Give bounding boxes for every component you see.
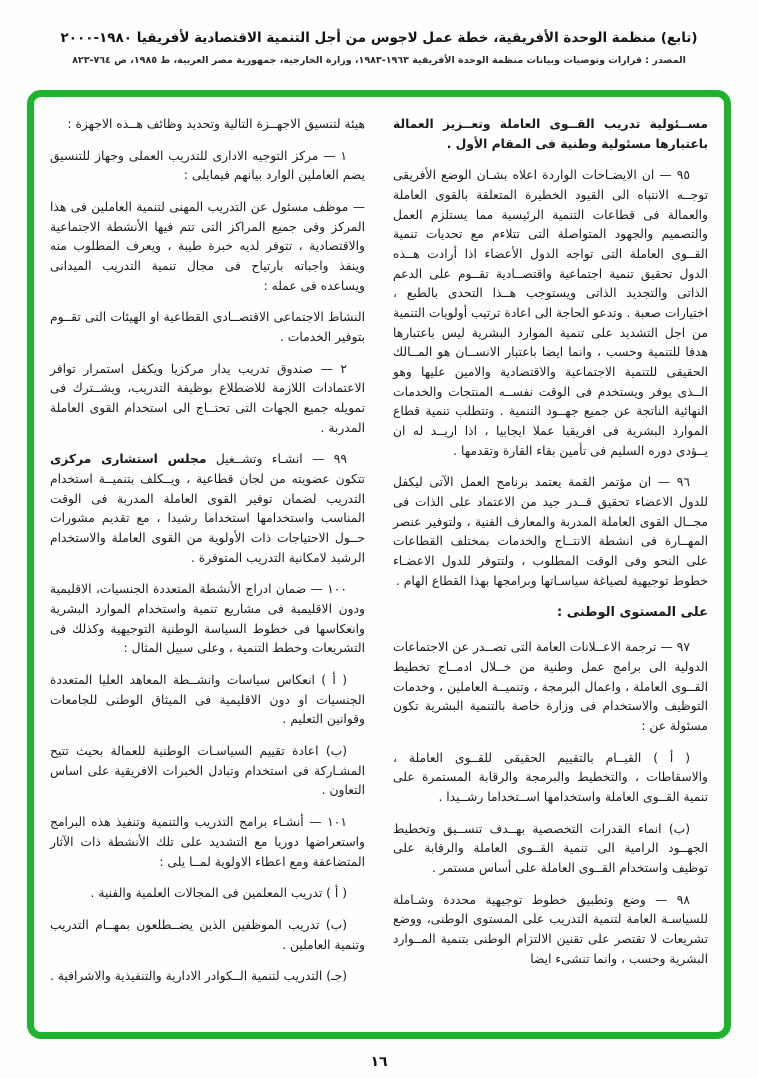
page-number: ١٦ [370,1054,388,1070]
content-frame [27,90,731,1039]
paragraph-continuation-lead: مســئولية تدريب القــوى العاملة وتعــزيز العمالة باعتبارها مسئولية وطنية فى المقام الأول . [393,117,708,151]
section-heading-national-level: على المستوى الوطنى : [557,605,708,621]
page-footer [0,1051,758,1070]
paragraph-97-item-b: (ب) انماء القدرات التخصصية بهــدف تنســيق وتخطيط الجهــود الرامية الى تنمية القــوى العاملة والرقابة على توظيف واستخدام القــوى العاملة على أساس مستمر . [393,821,708,875]
paragraph-100-item-a: ( أ ) انعكاس سياسات وانشــطة المعاهد العليا المتعددة الجنسيات او دون الاقليمية فى الميثاق الوطنى للجامعات وقوانين التعليم . [50,673,365,727]
paragraph-100-item-b: (ب) اعادة تقييم السياسـات الوطنية للعمالة بحيث تتيح المشـاركة فى استخدام وتبادل الخبرات الافريقية على اساس التعاون . [50,744,365,798]
paragraph-dash-item: — موظف مسئول عن التدريب المهنى لتنمية العاملين فى هذا المركز وفى جميع المراكز التى تتم فيها الأنشطة الاجتماعية والاقتصادية ، تتوفر لديه خبرة طيبة ، ويعرف المطلوب منه وينفذ واجباته بارتياح فى مجال تنمية التدريب الميدانى ويساعده فى عمله : [50,200,365,293]
paragraph-99-prefix: ٩٩ — انشـاء وتشــغيل [206,452,347,467]
paragraph-101-item-a: ( أ ) تدريب المعلمين فى المجالات العلمية والفنية . [90,886,347,901]
paragraph-98-continuation: هيئة لتنسيق الاجهــزة التالية وتحديد وظائف هــذه الاجهزة : [67,117,365,131]
paragraph-101-item-b: (ب) تدريب الموظفين الذين يضــطلعون بمهــام التدريب وتنمية العاملين . [50,917,365,952]
paragraph-101: ١٠١ — أنشـاء برامج التدريب والتنمية وتنفيذ هذه البرامج واستعراضها دوريا مع التشديد على تلك الأنشطة ذات الآثار المتضاعفة ومع اعطاء الاولوية لمــا يلى : [50,815,365,869]
paragraph-97-item-a: ( أ ) القيــام بالتقييم الحقيقى للقــوى العاملة ، والاسقاطات ، والتخطيط والبرمجة والرقابة المستمرة على تنمية القــوى العاملة واستخدامها اســتخداما رشــيدا . [393,750,708,804]
paragraph-99-bold-term: مجلس استشارى مركزى [50,452,207,467]
paragraph-99-rest: تتكون عضويته من لجان قطاعية ، ويــكلف بتنميــة استخدام التدريب لضمان توفير القوى العاملة المدربة فى الوقت المناسب واستخدامها استخداما رشيدا ، مع تقديم مشورات حــول الاحتياجات ذات الأولوية من القوى العاملة والاستخدام الرشيد لامكانية التدريب المتوفرة . [50,472,365,565]
paragraph-99 [50,450,365,568]
paragraph-95: ٩٥ — ان الايضـاحات الواردة اعلاه بشـان الوضع الأفريقى توجــه الانتباه الى القيود الخطيرة المتعلقة بالقوى العاملة والعمالة فى قطاعات التنمية الرئيسية مما يستلزم العمل والتصميم والجهود المتواصلة التى تتلاءم مع تحديات تنمية القــوى العاملة التى تواجه الدول الأعضاء اذا أرادت هــذه الدول تحقيق تنمية اجتماعية واقتصــادية تقــوم على الدعم الذاتى والتجديد الذاتى ويستوجب هــذا التحدى بالطبع ، اختيارات صعبة . وتدعو الحاجة الى اعادة ترتيب أولويات التنمية من اجل التشديد على تنمية الموارد البشرية ليس باعتبارها هدفا للتنمية وحسب ، وانما ايضا باعتبار الانســان هو المــالك الحقيقى للتنمية الاجتماعية والاقتصادية والامين عليها وهو الــذى يوفر ويستخدم فى الوقت نفســه المنتجات والخدمات النهائية الناتجة عن جميع جهــود التنمية . وتتطلب تنمية قطاع الموارد البشرية فى افريقيا عملا ايجابيا ، اذا اريــد له ان يــؤدى دوره السليم فى تأمين بقاء القارة وتقدمها . [393,168,708,458]
document-source-line: المصدر : قرارات وتوصيات وبيانات منظمة الوحدة الأفريقية ١٩٦٣-١٩٨٣، وزارة الخارجية، جمهورية مصر العربية، ط ١٩٨٥، ص ٧٦٤-٨٢٣ [72,54,686,66]
paragraph-item-2: ٢ — صندوق تدريب يدار مركزيا ويكفل استمرار توافر الاعتمادات اللازمة للاضطلاع بوظيفة التدريب، ويشــترك فى تمويله جميع الجهات التى تحتــاج الى استخدام القوى العاملة المدربة . [50,361,365,435]
paragraph-100: ١٠٠ — ضمان ادراج الأنشطة المتعددة الجنسيات، الاقليمية ودون الاقليمية فى مشاريع تنمية واستخدام الموارد البشرية وانعكاسها فى خطوط السياسة الوطنية التوجيهية وكذلك فى التشريعات وخطط التنمية ، وعلى سبيل المثال : [50,582,365,656]
paragraph-96: ٩٦ — ان مؤتمر القمة يعتمد برنامج العمل الآتى ليكفل للدول الاعضاء تحقيق قــدر جيد من الاعتماد على الذات فى مجــال القوى العاملة المدربة والمعارف الفنية ، ولتوفير عنصر المهــارة فى انشطة الانتــاج والخدمات بمختلف القطاعات على النحو وفى الوقت المطلوب ، ولتتوفر للدول الاعضـاء خطوط توجيهية لصياغة سياسـاتها وبرامجها بهذا القطاع الهام . [393,475,708,588]
column-first [393,115,708,1022]
paragraph-97: ٩٧ — ترجمة الاعــلانات العامة التى تصــدر عن الاجتماعات الدولية الى برامج عمل وطنية من خــلال ادمــاج تخطيط القــوى العاملة ، واعمال البرمجة ، وتنميــة العاملين ، وخدمات التوظيف والاستخدام فى وزارة خاصة بالتنمية البشرية تكون مسئولة عن : [393,640,708,733]
two-column-layout [50,115,708,1022]
paragraph-101-item-c: (جـ) التدريب لتنمية الــكوادر الادارية والتنفيذية والاشرافية . [49,969,347,984]
column-second [50,115,365,1022]
document-header [0,0,758,66]
paragraph-item-1: ١ — مركز التوجيه الادارى للتدريب العملى وجهاز للتنسيق يضم العاملين الوارد بيانهم فيمايلى : [50,148,365,183]
document-title: (تابع) منظمة الوحدة الأفريقية، خطة عمل لاجوس من أجل التنمية الاقتصادية لأفريقيا ١٩٨٠-٢٠٠٠ [60,30,698,46]
paragraph-98: ٩٨ — وضع وتطبيق خطوط توجيهية محددة وشـاملة للسياسـة العامة لتنمية التدريب على المستوى الوطنى، ووضع تشريعات لا تقتصر على تقنين الالتزام الوطنى بتنمية المــوارد البشرية وحسب ، وانما تنشىء ايضا [393,892,708,966]
paragraph-activity-note: النشاط الاجتماعى الاقتصــادى القطاعية او الهيئات التى تقــوم بتوفير الخدمات . [50,310,365,345]
